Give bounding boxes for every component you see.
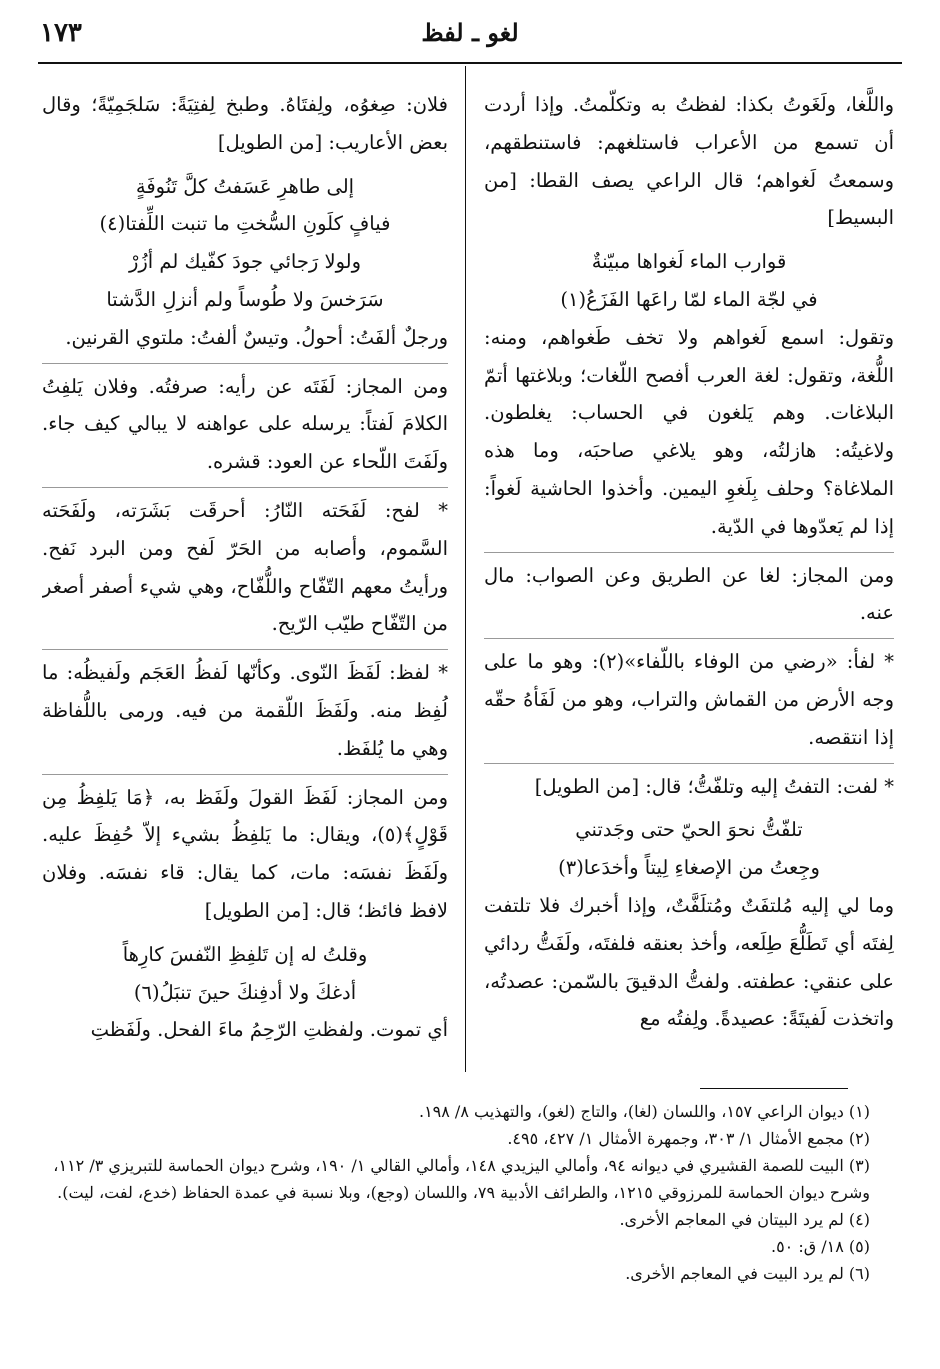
verse-line: إلى طاهرِ عَسَفتُ كلَّ تَنُوفَةٍ (135, 174, 355, 198)
footnote: (٣) البيت للصمة القشيري في ديوانه ٩٤، وأمالي اليزيدي ١٤٨، وأمالي القالي ١/ ١٩٠، وشرح ديوان الحماسة للتبريزي ٣/ ١١٢، وشرح ديوان الحماسة للمرزوقي ١٢١٥، والطرائف الأدبية ٧٩، واللسان (وجع)، وبلا نسبة في عمدة الحفاظ (خدع، لفت، ليت). (53, 1156, 870, 1202)
entry-paragraph: ورجلٌ ألفَتُ: أحولُ. وتيسٌ ألفتُ: ملتوي القرنين. (65, 325, 448, 349)
entry-paragraph: * لفت: التفتُ إليه وتلفّتُّ؛ قال: [من الطويل] (484, 763, 894, 806)
verse-line: ولولا رَجائي جودَ كفّيك لم أزُرْ (128, 250, 362, 274)
column-divider (465, 66, 466, 1072)
left-column (42, 86, 448, 1076)
entry-paragraph: فلان: صِغوُه، ولِفتَاهُ. وطبخ لِفتِيَةً: سَلجَمِيّةً؛ وقال بعض الأعاريب: [من الطويل] (42, 93, 448, 154)
footnote: (٥) ١٨/ ق: ٥٠. (770, 1237, 870, 1256)
verse-line: في لجّة الماء لمّا راعَها الفَزَعُ(١) (560, 287, 818, 311)
entry-paragraph: واللَّغا، ولَغَوتُ بكذا: لفظتُ به وتكلّمتُ. وإذا أردت أن تسمع من الأعراب فاستلغهم: فاستنطقهم، وسمعتُ لَغواهم؛ قال الراعي يصف القطا: [من البسيط] (484, 93, 894, 230)
entry-paragraph: ومن المجاز: لغا عن الطريق وعن الصواب: مال عنه. (484, 552, 894, 633)
verse-line: وجِعتُ من الإصغاءِ لِيتاً وأخدَعا(٣) (558, 856, 820, 880)
verse-line: تلفّتُّ نحوَ الحيّ حتى وجَدتني (575, 818, 803, 842)
verse-line: قوارب الماء لَغواها مبيّنةٌ (591, 250, 787, 274)
footnote: (٦) لم يرد البيت في المعاجم الأخرى. (625, 1264, 870, 1283)
verse-line: فيافٍ كلَونِ السُّختِ ما تنبت اللِّفتا(٤) (99, 212, 391, 236)
entry-paragraph: أي تموت. ولفظتِ الرّحِمُ ماءَ الفحل. ولَفَظتِ (90, 1018, 448, 1042)
footnote: (٤) لم يرد البيتان في المعاجم الأخرى. (619, 1210, 870, 1229)
header-rule (38, 62, 902, 64)
page-header (40, 18, 900, 58)
right-column (484, 86, 894, 1076)
entry-paragraph: وتقول: اسمع لَغواهم ولا تخف طَغواهم، ومنه: اللُّغة، وتقول: لغة العرب أفصح اللّغات؛ وبلاغتها أتمّ البلاغات. وهم يَلغون في الحساب: يغلطون. ولاغيتُه: هازلتُه، وهو يلاغي صاحبَه، وما هذه الملاغاة؟ وحلف بِلَغوِ اليمين. وأخذوا الحاشية لَغواً: إذا لم يَعدّوها في الدّية. (484, 325, 894, 538)
entry-paragraph: ومن المجاز: لَفَظَ القولَ ولَفَظ به، ﴿مَا يَلفِظُ مِن قَوْلٍ﴾(٥)، ويقال: ما يَلفِظُ بشيء إلاّ حُفِظَ عليه. ولَفَظَ نفسَه: مات، كما يقال: قاء نفسَه. وفلان لافظ فائظ؛ قال: [من الطويل] (42, 774, 448, 930)
entry-paragraph: * لفظ: لَفَظَ النّوى. وكأنّها لَفظُ العَجَم ولَفيظُه: ما لُفِظ منه. ولَفَظَ اللّقمة من فيه. ورمى باللُّفاظة وهي ما يُلفَظ. (42, 649, 448, 767)
entry-paragraph: ومن المجاز: لَفَتَه عن رأيه: صرفتُه. وفلان يَلفِتُ الكلامَ لَفتاً: يرسله على عواهنه لا يبالي كيف جاء. ولَفَتَ اللّحاء عن العود: قشره. (42, 363, 448, 481)
verse-line: وقلتُ له إن تَلفِظِ النّفسَ كارِهاً (122, 942, 368, 966)
verse-line: سَرَخسَ ولا طُوساً ولم أنزلِ الدَّشتا (106, 287, 384, 311)
entry-paragraph: * لفأ: «رضي من الوفاء باللّفاء»(٢): وهو ما على وجه الأرض من القماش والتراب، وهو من لَفَأهُ حقّه إذا انتقصه. (484, 638, 894, 756)
footnotes (46, 1098, 870, 1287)
entry-paragraph: * لفح: لَفَحَته النّارُ: أحرقَت بَشَرَته، ولَفَحَته السَّموم، وأصابه من الحَرّ لَفح ومن البرد نَفح. ورأيتُ معهم التّفّاح واللُّفّاح، وهي شيء أصفر أصغر من التّفّاح طيّب الرّيح. (42, 487, 448, 643)
footnote: (٢) مجمع الأمثال ١/ ٣٠٣، وجمهرة الأمثال ١/ ٤٢٧، ٤٩٥. (507, 1129, 870, 1148)
page-number: ١٧٣ (40, 18, 82, 48)
verse-line: أدغكَ ولا أدفِنكَ حينَ تنبَلُ(٦) (133, 980, 357, 1004)
entry-paragraph: وما لي إليه مُلتفَتٌ ومُتلَفَّتٌ، وإذا أخبرك فلا تلتفت لِفتَه أي تَطَلُّعَ طِلَعه، وأخذ بعنقه فلفتَه، ولَفَتُّ ردائي على عنقي: عطفته. ولفتُّ الدقيقَ بالسّمن: عصدتُه، واتخذت لَفيتَةً: عصيدةً. ولِفتُه مع (484, 893, 894, 1031)
running-title: لغو ـ لفظ (421, 18, 519, 47)
footnote: (١) ديوان الراعي ١٥٧، واللسان (لغا)، والتاج (لغو)، والتهذيب ٨/ ١٩٨. (418, 1102, 870, 1121)
footnote-rule (700, 1088, 848, 1089)
